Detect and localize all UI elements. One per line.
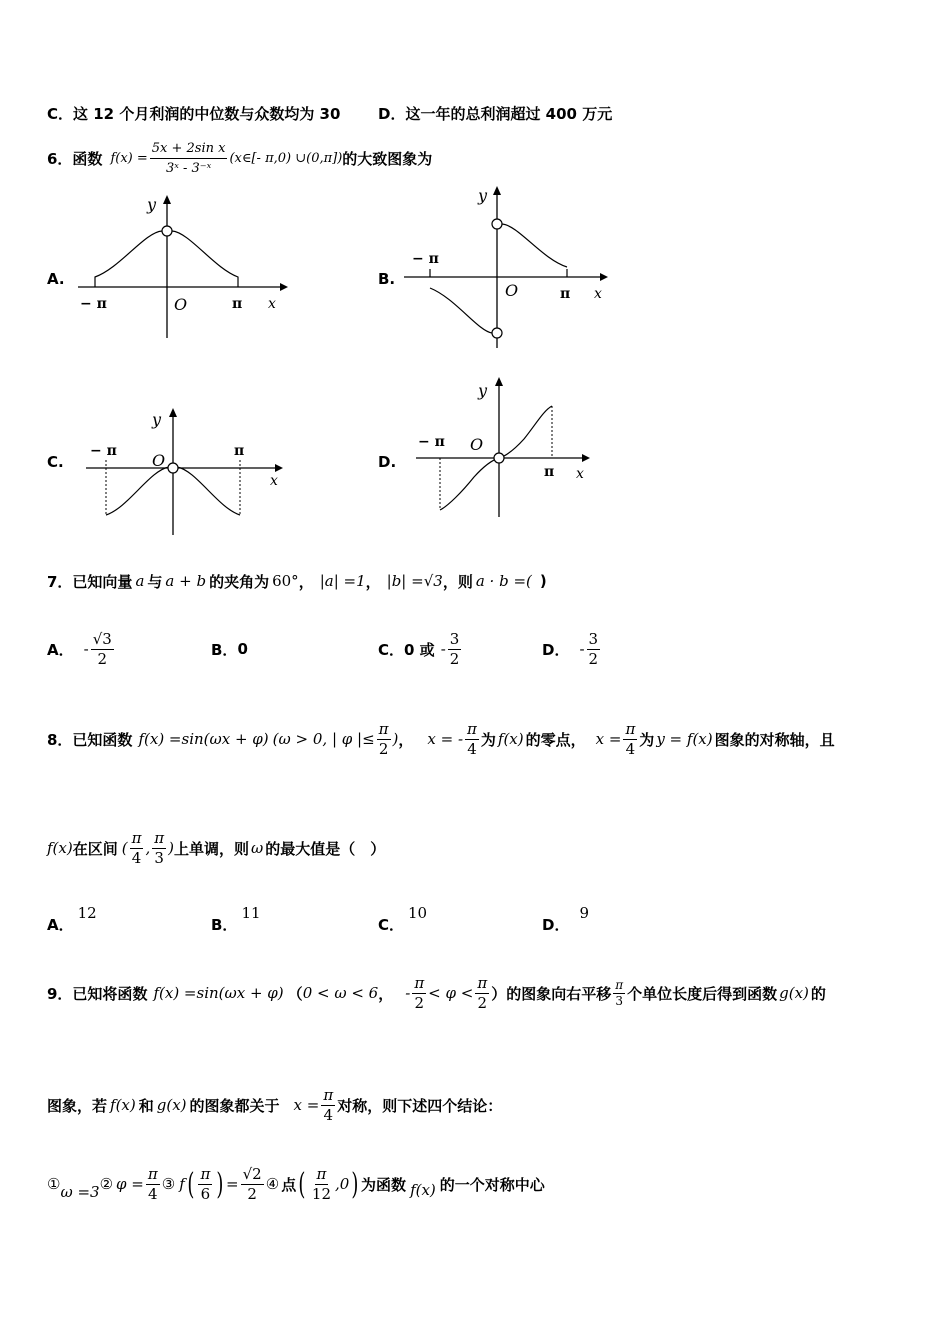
y-label: y [152, 410, 162, 429]
q7-option-d: D． - $\frac{3}{2}$ [542, 629, 599, 668]
q6-graph-a [70, 190, 290, 340]
q5-option-d: D．这一年的总利润超过 400 万元 [378, 105, 613, 123]
x-label: x [270, 473, 278, 489]
neg-pi-label: − π [412, 251, 439, 267]
origin-label: O [505, 281, 519, 300]
q6-graph-c [80, 405, 290, 540]
q8-option-d: D．9 [542, 904, 589, 934]
pi-label: π [232, 296, 243, 312]
q8-stem-line2: f(x) 在区间 ( $\frac{\pi}{4}$ , $\frac{\pi}{3}$ ) 上单调，则 ω 的最大值是（ ） [47, 828, 386, 867]
y-axis-arrow [495, 377, 503, 386]
neg-pi-label: − π [80, 296, 107, 312]
q8-option-c: C．10 [378, 904, 428, 934]
neg-pi-label: − π [418, 434, 445, 450]
origin-label: O [174, 295, 188, 314]
q7-option-c: C． 0 或 - $\frac{3}{2}$ [378, 629, 460, 668]
q6-graph-b-label: B. [378, 270, 396, 288]
q7-stem: 7．已知向量 a 与 a + b 的夹角为 60° ， |a| =1 ， |b| =√3 ，则 a · b =( ) [47, 572, 547, 591]
q8-option-b: B．11 [211, 904, 261, 934]
q9-stem-line1: 9．已知将函数 f(x) =sin(ωx + φ) （ 0 < ω < 6 ， - $\frac{\pi}{2}$ < φ < $\frac{\pi}{2}$ ）的图象向右平移 $\frac{\pi}{3}$ 个单位长度后得到函数 g(x) 的 [47, 973, 826, 1012]
q7-option-b: B． 0 [211, 640, 248, 659]
y-axis-arrow [163, 195, 171, 204]
q6-graph-c-label: C. [47, 453, 64, 471]
x-label: x [268, 296, 276, 312]
open-point [168, 463, 178, 473]
origin-label: O [152, 451, 166, 470]
q5-option-c: C．这 12 个月利润的中位数与众数均为 30 [47, 105, 341, 123]
pi-label: π [544, 464, 555, 480]
y-axis-arrow [169, 408, 177, 417]
q6-graph-a-label: A. [47, 270, 65, 288]
y-axis-arrow [493, 186, 501, 195]
q9-stem-line2: 图象，若 f(x) 和 g(x) 的图象都关于 x = $\frac{\pi}{4}$ 对称，则下述四个结论： [47, 1085, 503, 1124]
q6-graph-b [400, 183, 615, 353]
q9-conclusions: ① ω =3 ② φ = $\frac{\pi}{4}$ ③ f ( $\frac{\pi}{6}$ ) = $\frac{√2}{2}$ ④ 点 ( $\frac{\pi}{12}$ ,0 ) 为函数 f(x) 的一个对称中心 [47, 1164, 545, 1203]
open-point [162, 226, 172, 236]
open-point-bottom [492, 328, 502, 338]
q6-stem: 6．函数 f(x) = $\frac{\text{5x + 2sin x}}{\text{3ˣ - 3⁻ˣ}}$ (x∈[- π,0) ∪(0,π]) 的大致图象为 [47, 140, 433, 176]
neg-pi-label: − π [90, 443, 117, 459]
curve-right [502, 224, 567, 267]
q8-stem-line1: 8．已知函数 f(x) =sin(ωx + φ) (ω > 0, | φ |≤ $\frac{\pi}{2}$ ) ， x = - $\frac{\pi}{4}$ 为 f(x) 的零点， x = $\frac{\pi}{4}$ 为 y = f(x) 图象的对称轴，且 [47, 719, 835, 758]
q6-graph-d [410, 372, 600, 522]
y-label: y [478, 186, 488, 205]
q7-option-a: A． - $\frac{√3}{2}$ [47, 629, 112, 668]
pi-label: π [234, 443, 245, 459]
x-axis-arrow [280, 283, 288, 291]
x-axis-arrow [275, 464, 283, 472]
origin-label: O [470, 435, 484, 454]
q6-fraction: $\frac{\text{5x + 2sin x}}{\text{3ˣ - 3⁻ˣ}}$ [151, 140, 226, 176]
y-label: y [478, 381, 488, 400]
open-point-top [492, 219, 502, 229]
curve-left [430, 288, 492, 333]
x-axis-arrow [582, 454, 590, 462]
q8-option-a: A．12 [47, 904, 97, 934]
open-point [494, 453, 504, 463]
x-axis-arrow [600, 273, 608, 281]
y-label: y [147, 195, 157, 214]
x-label: x [576, 466, 584, 482]
pi-label: π [560, 286, 571, 302]
q6-graph-d-label: D. [378, 453, 397, 471]
x-label: x [594, 286, 602, 302]
